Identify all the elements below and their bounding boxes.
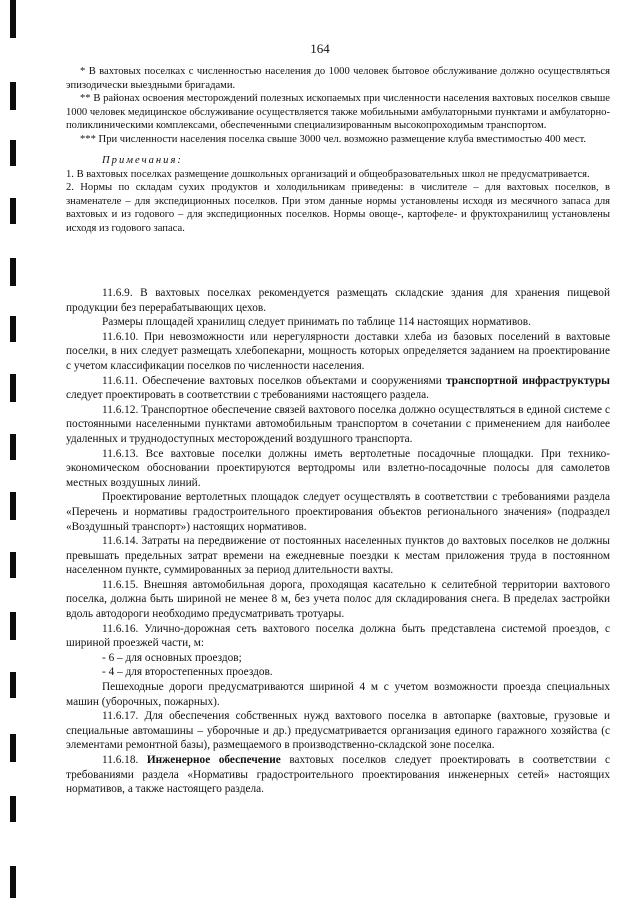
list-item: - 4 – для второстепенных проездов.: [102, 666, 273, 679]
main-text: [66, 286, 610, 797]
paragraph-11-6-17: 11.6.17. Для обеспечения собственных нужд вахтового поселка в автопарке (вахтовые, грузовые и специальные автомашины – уборочные и др.) предусматривается организация единого гаражного хозяйства (с элементами ремонтной базы), размещаемого в производственно-складской зоне поселка.: [66, 710, 610, 752]
paragraph-11-6-11: [66, 374, 610, 403]
note-1: 1. В вахтовых поселках размещение дошкольных организаций и общеобразовательных школ не предусматривается.: [66, 168, 590, 180]
edge-mark: [10, 552, 16, 578]
edge-mark: [10, 492, 16, 520]
bold-term: транспортной инфраструктуры: [446, 374, 610, 387]
paragraph-storage-sizes: Размеры площадей хранилищ следует принимать по таблице 114 настоящих нормативов.: [102, 316, 531, 329]
paragraph-11-6-18: [66, 753, 610, 797]
paragraph-text: 11.6.11. Обеспечение вахтовых поселков объектами и сооружениями: [102, 374, 447, 387]
paragraph-text: следует проектировать в соответствии с требованиями настоящего раздела.: [66, 389, 429, 402]
paragraph-text: 11.6.18.: [102, 754, 147, 766]
paragraph-11-6-14: 11.6.14. Затраты на передвижение от постоянных населенных пунктов до вахтовых поселков не должны превышать предельных затрат времени на ежедневные поездки к местам приложения труда в постоянном населенном пункте, суммированных за период длительности вахты.: [66, 535, 610, 577]
paragraph-11-6-13: 11.6.13. Все вахтовые поселки должны иметь вертолетные посадочные площадки. При технико-экономическом обосновании проектируются вертодромы или взлетно-посадочные полосы для самолетов местных воздушных линий.: [66, 447, 610, 489]
paragraph-11-6-12: 11.6.12. Транспортное обеспечение связей вахтового поселка должно осуществляться в единой системе с постоянными населенными пунктами автомобильным транспортом в сочетании с применением для наиболее удаленных и труднодоступных месторождений воздушного транспорта.: [66, 403, 610, 445]
footnote-3: *** При численности населения поселка свыше 3000 чел. возможно размещение клуба вместимостью 400 мест.: [80, 133, 587, 145]
edge-mark: [10, 198, 16, 224]
paragraph-pedestrian-roads: Пешеходные дороги предусматриваются шириной 4 м с учетом возможности проезда специальных машин (уборочных, пожарных).: [66, 681, 610, 708]
edge-mark: [10, 866, 16, 898]
edge-mark: [10, 0, 16, 38]
scan-edge-marks: [10, 0, 20, 905]
page-number: 164: [310, 41, 330, 56]
edge-mark: [10, 258, 16, 286]
edge-mark: [10, 316, 16, 342]
edge-mark: [10, 734, 16, 762]
notes-heading: Примечания:: [102, 155, 183, 166]
footnotes-block: [66, 65, 610, 235]
edge-mark: [10, 82, 16, 110]
paragraph-11-6-9: 11.6.9. В вахтовых поселках рекомендуется размещать складские здания для хранения пищевой продукции без перерабатывающих цехов.: [66, 287, 610, 314]
bold-term: Инженерное обеспечение: [146, 754, 281, 766]
footnote-2: ** В районах освоения месторождений полезных ископаемых при численности населения вахтовых поселков свыше 1000 человек медицинское обслуживание осуществляется также мобильными амбулаторными пунктами и амбулаторно-поликлиническими комплексами, обеспеченными специализированным высокопроходимым транспортом.: [66, 93, 610, 131]
footnote-1: * В вахтовых поселках с численностью населения до 1000 человек бытовое обслуживание должно осуществляться эпизодически выездными бригадами.: [66, 66, 610, 91]
paragraph-text: вахтовых поселков следует проектировать в соответствии с требованиями раздела «Нормативы градостроительного проектирования инженерных сетей» настоящих нормативов, а также настоящего раздела.: [66, 754, 610, 796]
list-item: - 6 – для основных проездов;: [102, 651, 242, 664]
paragraph-helipads: Проектирование вертолетных площадок следует осуществлять в соответствии с требованиями раздела «Перечень и нормативы градостроительного проектирования объектов регионального значения» (подраздел «Воздушный транспорт») настоящих нормативов.: [66, 491, 610, 533]
edge-mark: [10, 796, 16, 822]
edge-mark: [10, 140, 16, 166]
paragraph-11-6-16: 11.6.16. Улично-дорожная сеть вахтового поселка должна быть представлена системой проездов, с шириной проезжей части, м:: [66, 622, 610, 650]
paragraph-11-6-10: 11.6.10. При невозможности или нерегулярности доставки хлеба из базовых поселений в вахтовые поселки, в них следует размещать хлебопекарни, мощность которых определяется заданием на проектирование с учетом классификации поселков по численности населения.: [66, 330, 610, 372]
note-2: 2. Нормы по складам сухих продуктов и холодильникам приведены: в числителе – для вахтовых поселков, в знаменателе – для экспедиционных поселков. При этом данные нормы установлены исходя из месячного запаса для вахтовых и из годового – для экспедиционных поселков. Нормы овоще-, картофеле- и фруктохранилищ установлены исходя из годового запаса.: [66, 182, 610, 234]
edge-mark: [10, 434, 16, 460]
edge-mark: [10, 374, 16, 402]
edge-mark: [10, 672, 16, 698]
edge-mark: [10, 612, 16, 640]
paragraph-11-6-15: 11.6.15. Внешняя автомобильная дорога, проходящая касательно к селитебной территории вахтового поселка, должна быть шириной не менее 8 м, без учета полос для складирования снега. В пределах застройки вдоль автодороги необходимо предусматривать тротуары.: [66, 578, 610, 621]
